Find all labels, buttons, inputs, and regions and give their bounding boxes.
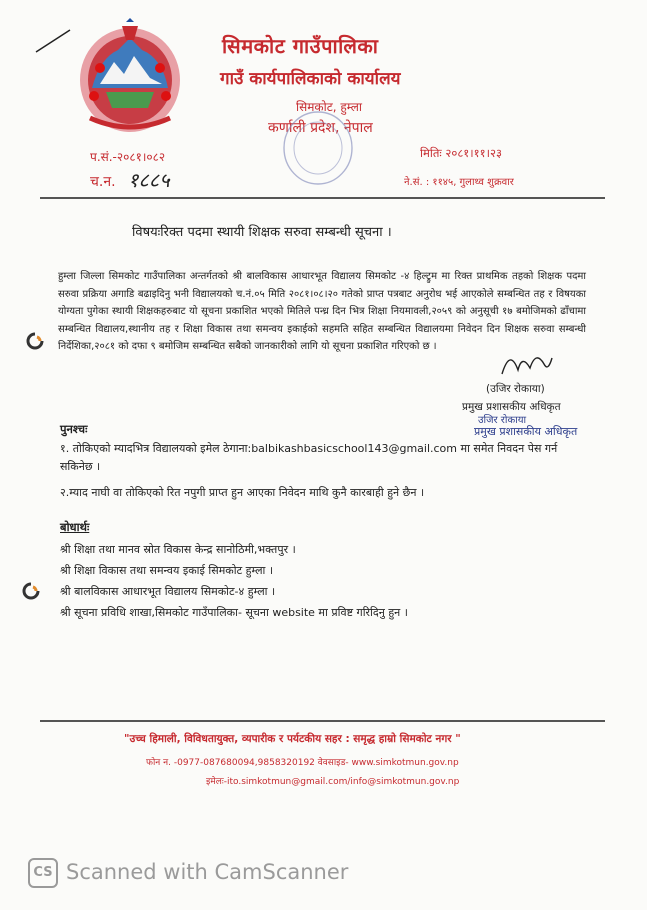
camscanner-watermark <box>28 858 348 888</box>
bodharth-item: श्री बालविकास आधारभूत विद्यालय सिमकोट-४ हुम्ला । <box>60 585 276 598</box>
stamp-signatory-title: प्रमुख प्रशासकीय अधिकृत <box>474 425 578 438</box>
stamp-signatory-name: उजिर रोकाया <box>478 415 527 426</box>
office-round-stamp <box>280 108 356 188</box>
footer-email: इमेलः-ito.simkotmun@gmail.com/info@simkotmun.gov.np <box>206 777 460 787</box>
chalani-number-handwritten: १८८५ <box>128 168 170 192</box>
pen-mark <box>34 26 74 56</box>
municipality-name: सिमकोट गाउँपालिका <box>222 34 379 58</box>
bodharth-item: श्री शिक्षा विकास तथा समन्वय इकाई सिमकोट हुम्ला । <box>60 564 274 577</box>
bodharth-heading: बोधार्थः <box>60 520 90 534</box>
punascha-item: २.म्याद नाघी वा तोकिएको रित नपुगी प्राप्त हुन आएका निवेदन माथि कुनै कारबाही हुने छैन । <box>60 486 425 499</box>
punch-hole-mark <box>26 332 44 350</box>
footer-phone-website: फोन न. -0977-087680094,9858320192 वेवसाइड- www.simkotmun.gov.np <box>146 758 459 768</box>
office-name: गाउँ कार्यपालिकाको कार्यालय <box>220 69 401 89</box>
punch-hole-mark <box>22 582 40 600</box>
chalani-label: च.न. <box>90 174 116 190</box>
footer-divider <box>40 720 605 722</box>
punascha-heading: पुनश्चः <box>60 422 88 436</box>
nepal-emblem-logo <box>70 18 190 140</box>
handwritten-signature <box>496 344 556 382</box>
camscanner-logo-icon: CS <box>28 858 58 888</box>
patra-sankhya: प.सं.-२०८१।०८२ <box>90 150 166 164</box>
signatory-title: प्रमुख प्रशासकीय अधिकृत <box>462 401 561 413</box>
footer-motto: "उच्च हिमाली, विविधतायुक्त, व्यपारीक र पर्यटकीय सहर : समृद्ध हाम्रो सिमकोट नगर " <box>124 733 461 745</box>
bodharth-item: श्री शिक्षा तथा मानव स्रोत विकास केन्द्र सानोठिमी,भक्तपुर । <box>60 543 296 556</box>
punascha-item: १. तोकिएको म्यादभित्र विद्यालयको इमेल ठेगाना:balbikashbasicschool143@gmail.com मा समेत निवदन पेस गर्न सकिनेछ । <box>60 442 558 473</box>
address-line-1: सिमकोट, हुम्ला <box>296 100 362 114</box>
notice-subject: विषयःरिक्त पदमा स्थायी शिक्षक सरुवा सम्बन्धी सूचना । <box>132 225 392 240</box>
nepal-sambat-date: ने.सं. : ११४५, गुलाथ्व शुक्रवार <box>404 177 514 188</box>
notice-body: हुम्ला जिल्ला सिमकोट गाउँपालिका अन्तर्गतको श्री बालविकास आधारभूत विद्यालय सिमकोट -४ हिल्ट्रुम मा रिक्त प्राथमिक तहको शिक्षक पदमा सरुवा प्रक्रिया अगाडि बढाइदिनु भनी विद्यालयको च.नं.०५ मिति २०८१।०८।२० गतेको प्राप्त पत्रबाट अनुरोध भई आएकोले सम्बन्धित तह र विषयका योग्यता पुगेका स्थायी शिक्षकहरुबाट यो सूचना प्रकाशित भएको मितिले पन्ध्र दिन भित्र शिक्षा नियमावली,२०५९ को अनुसूची १७ बमोजिमको ढाँचामा सम्बन्धित विद्यालय,स्थानीय तह र शिक्षा विकास तथा समन्वय इकाईको सहमति सहित सम्बन्धित विद्यालयमा निवेदन दिन शिक्षक सरुवा सम्बन्धी निर्देशिका,२०८१ को दफा ९ बमोजिम सम्बन्धित सबैको जानकारीको लागि यो सूचना प्रकाशित गरिएको छ । <box>58 271 586 352</box>
bodharth-item: श्री सूचना प्रविधि शाखा,सिमकोट गाउँपालिका- सूचना website मा प्रविष्ट गरिदिनु हुन । <box>60 606 408 619</box>
camscanner-label: Scanned with CamScanner <box>66 860 349 884</box>
address-line-2: कर्णाली प्रदेश, नेपाल <box>268 120 373 136</box>
header-divider <box>40 197 605 199</box>
issue-date: मितिः २०८१।११।२३ <box>420 146 502 160</box>
signatory-name: (उजिर रोकाया) <box>486 383 545 395</box>
